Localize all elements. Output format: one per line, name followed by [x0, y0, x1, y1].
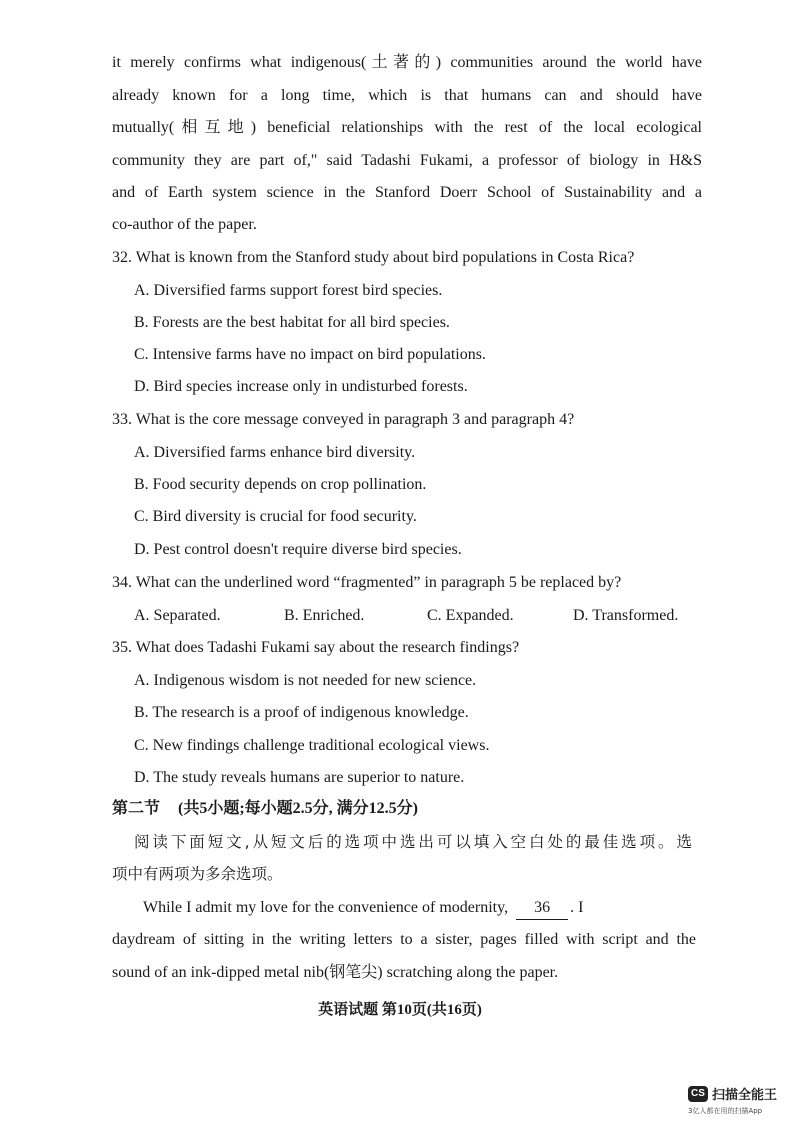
question-33-option-c: C. Bird diversity is crucial for food security. [134, 508, 417, 525]
question-34-option-a: A. Separated. [134, 607, 221, 624]
question-32-option-a: A. Diversified farms support forest bird species. [134, 282, 443, 299]
passage-line: it merely confirms what indigenous(土著的) communities around the world have [112, 54, 702, 71]
question-35-option-c: C. New findings challenge traditional ecological views. [134, 737, 490, 754]
section-instructions: 阅读下面短文,从短文后的选项中选出可以填入空白处的最佳选项。选 [134, 833, 692, 851]
question-35-stem: 35. What does Tadashi Fukami say about the research findings? [112, 639, 520, 656]
camscanner-logo-icon: CS [688, 1086, 708, 1102]
scanner-watermark [688, 1084, 777, 1103]
question-34-option-b: B. Enriched. [284, 607, 365, 624]
question-32-option-b: B. Forests are the best habitat for all bird species. [134, 314, 450, 331]
cloze-passage-line [143, 897, 583, 920]
question-32-option-d: D. Bird species increase only in undisturbed forests. [134, 378, 468, 395]
passage-line: community they are part of," said Tadashi Fukami, a professor of biology in H&S [112, 152, 702, 169]
question-34-stem: 34. What can the underlined word “fragmented” in paragraph 5 be replaced by? [112, 574, 622, 591]
question-35-option-a: A. Indigenous wisdom is not needed for new science. [134, 672, 477, 689]
blank-36: 36 [516, 897, 568, 920]
cloze-passage-line: daydream of sitting in the writing letters to a sister, pages filled with script and the [112, 931, 696, 948]
watermark-tagline: 3亿人都在用的扫描App [688, 1107, 763, 1115]
question-34-option-d: D. Transformed. [573, 607, 679, 624]
question-33-stem: 33. What is the core message conveyed in paragraph 3 and paragraph 4? [112, 411, 575, 428]
question-35-option-d: D. The study reveals humans are superior to nature. [134, 769, 465, 786]
section-title: 第二节 [112, 800, 161, 817]
question-34-option-c: C. Expanded. [427, 607, 514, 624]
passage-line: already known for a long time, which is that humans can and should have [112, 87, 702, 104]
question-32-option-c: C. Intensive farms have no impact on bird populations. [134, 346, 486, 363]
section-scoring: (共5小题;每小题2.5分, 满分12.5分) [178, 800, 419, 817]
watermark-name: 扫描全能王 [712, 1088, 778, 1103]
section-instructions: 项中有两项为多余选项。 [112, 865, 283, 883]
passage-line: mutually(相互地) beneficial relationships with the rest of the local ecological [112, 119, 702, 136]
question-33-option-b: B. Food security depends on crop pollination. [134, 476, 427, 493]
question-32-stem: 32. What is known from the Stanford study about bird populations in Costa Rica? [112, 249, 635, 266]
cloze-text: . I [570, 899, 584, 916]
question-33-option-a: A. Diversified farms enhance bird diversity. [134, 444, 416, 461]
cloze-passage-line: sound of an ink-dipped metal nib(钢笔尖) scratching along the paper. [112, 964, 559, 981]
passage-line: co-author of the paper. [112, 216, 257, 233]
page-footer: 英语试题 第10页(共16页) [318, 1002, 482, 1018]
question-35-option-b: B. The research is a proof of indigenous knowledge. [134, 704, 469, 721]
section-heading [112, 798, 418, 820]
passage-line: and of Earth system science in the Stanford Doerr School of Sustainability and a [112, 184, 702, 201]
cloze-text: While I admit my love for the convenience of modernity, [143, 899, 509, 916]
question-33-option-d: D. Pest control doesn't require diverse bird species. [134, 541, 462, 558]
